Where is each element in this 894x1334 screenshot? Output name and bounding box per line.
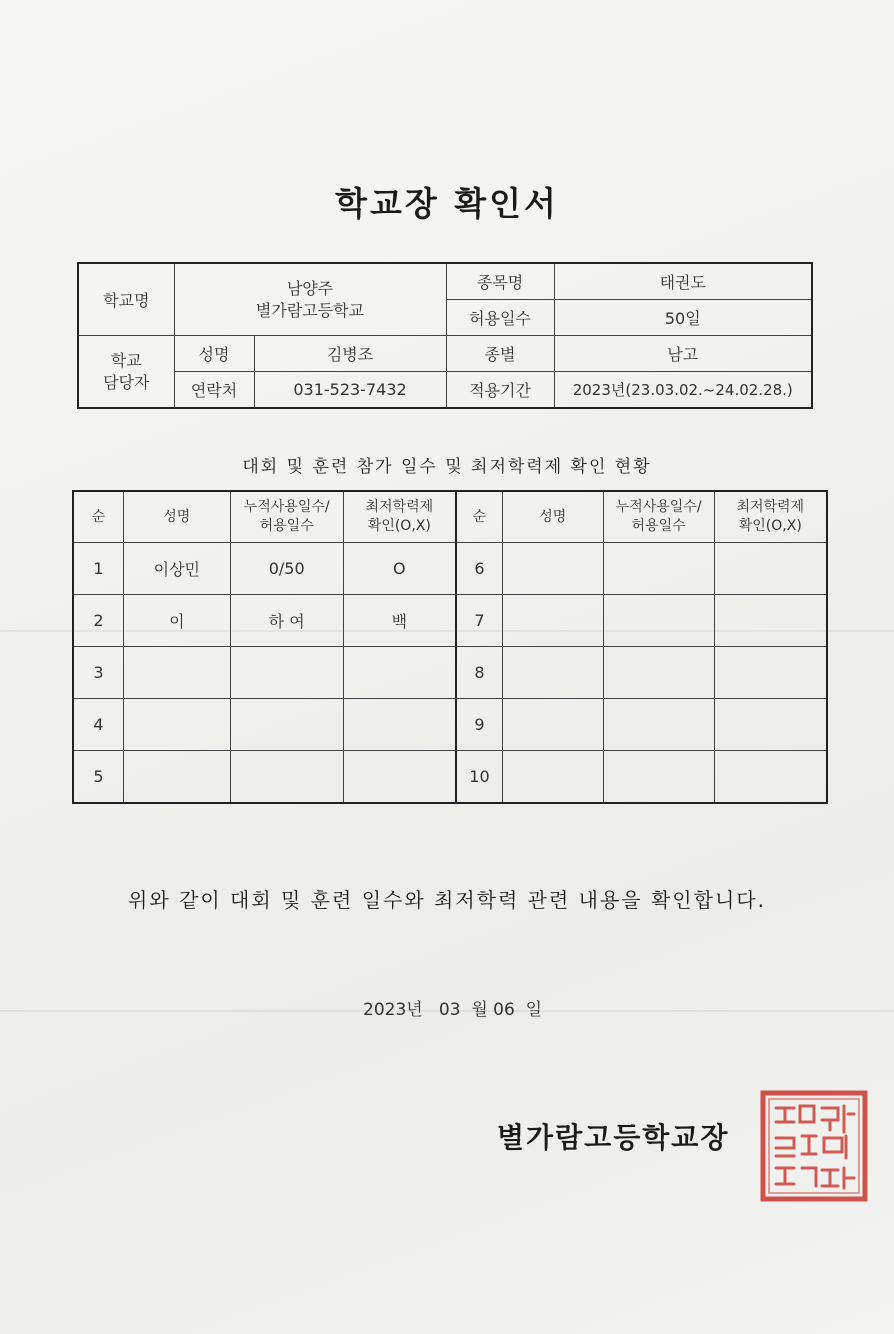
row-name (123, 751, 230, 804)
sport-label: 종목명 (446, 263, 554, 300)
row-check (343, 751, 456, 804)
row-no: 8 (456, 647, 502, 699)
row-no: 9 (456, 699, 502, 751)
table-header-row (73, 491, 827, 543)
row-check (714, 751, 827, 804)
row-no: 6 (456, 543, 502, 595)
confirmation-statement: 위와 같이 대회 및 훈련 일수와 최저학력 관련 내용을 확인합니다. (128, 888, 766, 912)
name-label: 성명 (174, 336, 254, 372)
row-check (714, 543, 827, 595)
sport-value: 태권도 (554, 263, 812, 300)
row-check (343, 647, 456, 699)
contact-label-line2: 담당자 (103, 372, 150, 392)
header-check-line2: 확인(O,X) (367, 518, 431, 534)
row-no: 7 (456, 595, 502, 647)
header-days (603, 491, 714, 543)
row-name (123, 699, 230, 751)
header-name: 성명 (502, 491, 603, 543)
header-days-line2: 허용일수 (631, 518, 686, 534)
header-no: 순 (73, 491, 123, 543)
header-days (230, 491, 343, 543)
row-name: 이상민 (123, 543, 230, 595)
allowed-days-value: 50일 (554, 300, 812, 336)
table-row (73, 595, 827, 647)
row-check (714, 647, 827, 699)
period-label: 적용기간 (446, 372, 554, 409)
contact-label-line1: 학교 (110, 350, 142, 370)
header-name: 성명 (123, 491, 230, 543)
row-name (502, 751, 603, 804)
header-check-line1: 최저학력제 (736, 499, 805, 515)
row-no: 10 (456, 751, 502, 804)
school-label: 학교명 (78, 263, 174, 336)
header-days-line2: 허용일수 (259, 518, 314, 534)
school-info-table (77, 262, 813, 409)
gender-value: 남고 (554, 336, 812, 372)
row-days (603, 543, 714, 595)
row-no: 1 (73, 543, 123, 595)
header-no: 순 (456, 491, 502, 543)
row-no: 3 (73, 647, 123, 699)
row-name (502, 699, 603, 751)
row-days (603, 751, 714, 804)
allowed-days-label: 허용일수 (446, 300, 554, 336)
header-check (714, 491, 827, 543)
principal-signature: 별가람고등학교장 (497, 1121, 730, 1154)
period-value: 2023년(23.03.02.~24.02.28.) (554, 372, 812, 409)
issue-date: 2023년 03 월 06 일 (363, 1000, 543, 1020)
table-row (73, 647, 827, 699)
school-name: 남양주 별가람고등학교 (174, 263, 446, 336)
name-value: 김병조 (254, 336, 446, 372)
row-days (230, 647, 343, 699)
document-title: 학교장 확인서 (335, 184, 559, 223)
official-seal-stamp (760, 1090, 868, 1202)
row-check (714, 699, 827, 751)
gender-label: 종별 (446, 336, 554, 372)
header-check-line2: 확인(O,X) (738, 518, 802, 534)
row-days (603, 699, 714, 751)
table-row (73, 751, 827, 804)
row-days: 하 여 (230, 595, 343, 647)
row-no: 4 (73, 699, 123, 751)
row-check: O (343, 543, 456, 595)
header-check-line1: 최저학력제 (365, 499, 434, 515)
row-name: 이 (123, 595, 230, 647)
row-days: 0/50 (230, 543, 343, 595)
row-check: 백 (343, 595, 456, 647)
row-name (123, 647, 230, 699)
phone-label: 연락처 (174, 372, 254, 409)
row-no: 5 (73, 751, 123, 804)
row-days (603, 647, 714, 699)
row-check (343, 699, 456, 751)
row-name (502, 647, 603, 699)
table-row (73, 699, 827, 751)
section-subtitle: 대회 및 훈련 참가 일수 및 최저학력제 확인 현황 (242, 457, 652, 477)
contact-person-label (78, 336, 174, 409)
header-days-line1: 누적사용일수/ (243, 499, 330, 515)
row-no: 2 (73, 595, 123, 647)
participation-table (72, 490, 828, 804)
row-name (502, 543, 603, 595)
row-name (502, 595, 603, 647)
row-days (230, 751, 343, 804)
header-days-line1: 누적사용일수/ (615, 499, 702, 515)
phone-value: 031-523-7432 (254, 372, 446, 409)
table-row (73, 543, 827, 595)
row-check (714, 595, 827, 647)
row-days (603, 595, 714, 647)
header-check (343, 491, 456, 543)
row-days (230, 699, 343, 751)
